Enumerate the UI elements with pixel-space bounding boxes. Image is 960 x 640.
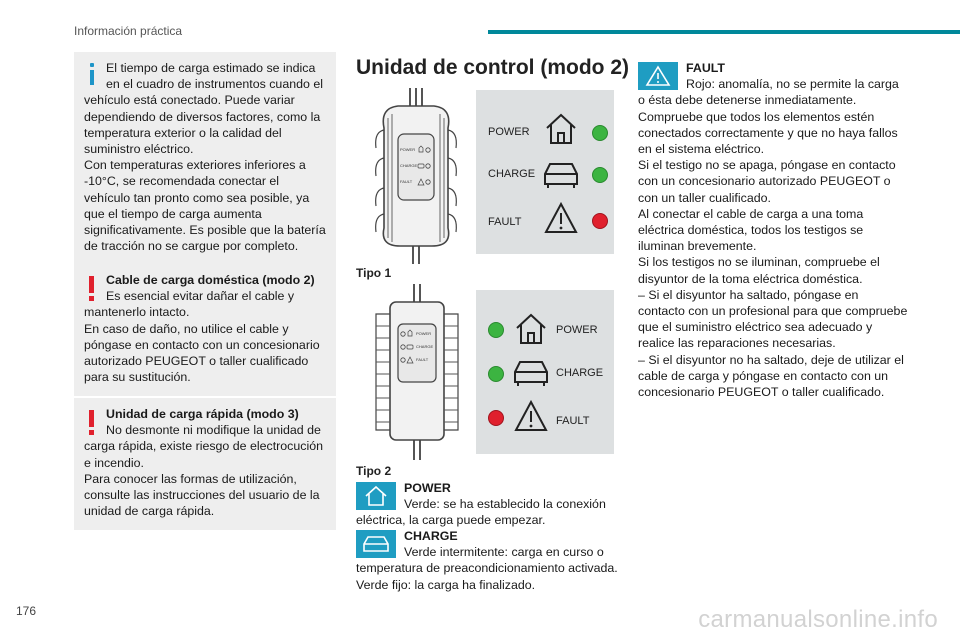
charge-description	[356, 528, 618, 593]
warning-triangle-icon	[544, 202, 578, 234]
domestic-cable-title: Cable de carga doméstica (modo 2)	[106, 273, 315, 287]
info-note	[74, 52, 336, 265]
page-number: 176	[16, 604, 37, 618]
power-text: Verde: se ha establecido la conexión eléctrica, la carga puede empezar.	[356, 497, 606, 528]
tipo2-caption: Tipo 2	[356, 464, 392, 478]
tipo2-fault-label: FAULT	[556, 415, 590, 427]
fault-description	[638, 60, 908, 400]
info-note-text: El tiempo de carga estimado se indica en el cuadro de instrumentos cuando el vehículo está conectado. Puede variar dependiendo de diversos factores, como la temperatura exterior o la calidad del suministro eléctrico. Con temperaturas exteriores inferiores a -10°C, se recomendada conectar el vehículo tan pronto como sea posible, ya que el tiempo de carga aumenta significativamente. Es posible que la batería de tracción no se cargue por completo.	[84, 61, 326, 254]
tipo1-status-panel	[476, 90, 614, 254]
fault-red-light	[488, 410, 504, 426]
tipo1-control-unit-illustration	[370, 88, 462, 264]
power-description	[356, 480, 618, 529]
fault-text: Rojo: anomalía, no se permite la carga o ésta debe detenerse inmediatamente. Compruebe que todos los elementos estén conectados correctamente y que no haya fallos en el sistema eléctrico. Si el testigo no se apaga, póngase en contacto con un concesionario autorizado PEUGEOT o con un taller cualificado. Al conectar el cable de carga a una toma eléctrica doméstica, todos los testigos se iluminan brevemente. Si los testigos no se iluminan, compruebe el disyuntor de la toma eléctrica doméstica. – Si el disyuntor ha saltado, póngase en contacto con un profesional para que compruebe que el suministro eléctrico sea adecuado y realice las reparaciones necesarias. – Si el disyuntor no ha saltado, deje de utilizar el cable de carga y póngase en contacto con un concesionario PEUGEOT o taller cualificado.	[638, 77, 908, 400]
charge-text: Verde intermitente: carga en curso o temperatura de preacondicionamiento activada. Verde fijo: la carga ha finalizado.	[356, 545, 618, 592]
fast-charge-title: Unidad de carga rápida (modo 3)	[106, 407, 299, 421]
warning-triangle-icon	[638, 62, 678, 90]
tipo2-device-fault-label: FAULT	[416, 357, 429, 362]
house-icon	[514, 312, 548, 346]
warning-exclamation-icon	[84, 406, 106, 436]
car-icon	[356, 530, 396, 558]
domestic-cable-warning	[74, 264, 336, 396]
fast-charge-warning	[74, 398, 336, 530]
charge-green-light	[488, 366, 504, 382]
tipo2-charge-label: CHARGE	[556, 367, 604, 379]
tipo1-power-label: POWER	[488, 126, 530, 138]
tipo1-caption: Tipo 1	[356, 266, 392, 280]
tipo2-power-label: POWER	[556, 324, 598, 336]
info-icon	[84, 60, 106, 90]
car-icon	[542, 160, 580, 190]
tipo1-device-fault-label: FAULT	[400, 179, 413, 184]
tipo2-device-charge-label: CHARGE	[416, 344, 434, 349]
watermark: carmanualsonline.info	[698, 606, 938, 633]
header-accent-bar	[488, 30, 960, 34]
tipo2-device-power-label: POWER	[416, 331, 432, 336]
tipo2-control-unit-illustration	[370, 284, 464, 460]
fault-title: FAULT	[686, 61, 725, 75]
house-icon	[544, 112, 578, 146]
tipo2-status-panel	[476, 290, 614, 454]
section-title: Unidad de control (modo 2)	[356, 56, 629, 79]
house-icon	[356, 482, 396, 510]
power-green-light	[592, 125, 608, 141]
tipo1-device-charge-label: CHARGE	[400, 163, 418, 168]
tipo1-fault-label: FAULT	[488, 216, 522, 228]
warning-exclamation-icon	[84, 272, 106, 302]
tipo1-charge-label: CHARGE	[488, 168, 536, 180]
fault-red-light	[592, 213, 608, 229]
power-green-light	[488, 322, 504, 338]
fast-charge-text: No desmonte ni modifique la unidad de carga rápida, existe riesgo de electrocución e incendio. Para conocer las formas de utilización, consulte las instrucciones del usuario de la unidad de carga rápida.	[84, 423, 323, 519]
charge-title: CHARGE	[404, 529, 458, 543]
header-section-title: Información práctica	[74, 24, 183, 38]
tipo1-device-power-label: POWER	[400, 147, 416, 152]
power-title: POWER	[404, 481, 451, 495]
warning-triangle-icon	[514, 400, 548, 432]
domestic-cable-text: Es esencial evitar dañar el cable y mantenerlo intacto. En caso de daño, no utilice el cable y póngase en contacto con un concesionario autorizado PEUGEOT o taller cualificado para su sustitución.	[84, 289, 320, 385]
charge-green-light	[592, 167, 608, 183]
car-icon	[512, 358, 550, 388]
